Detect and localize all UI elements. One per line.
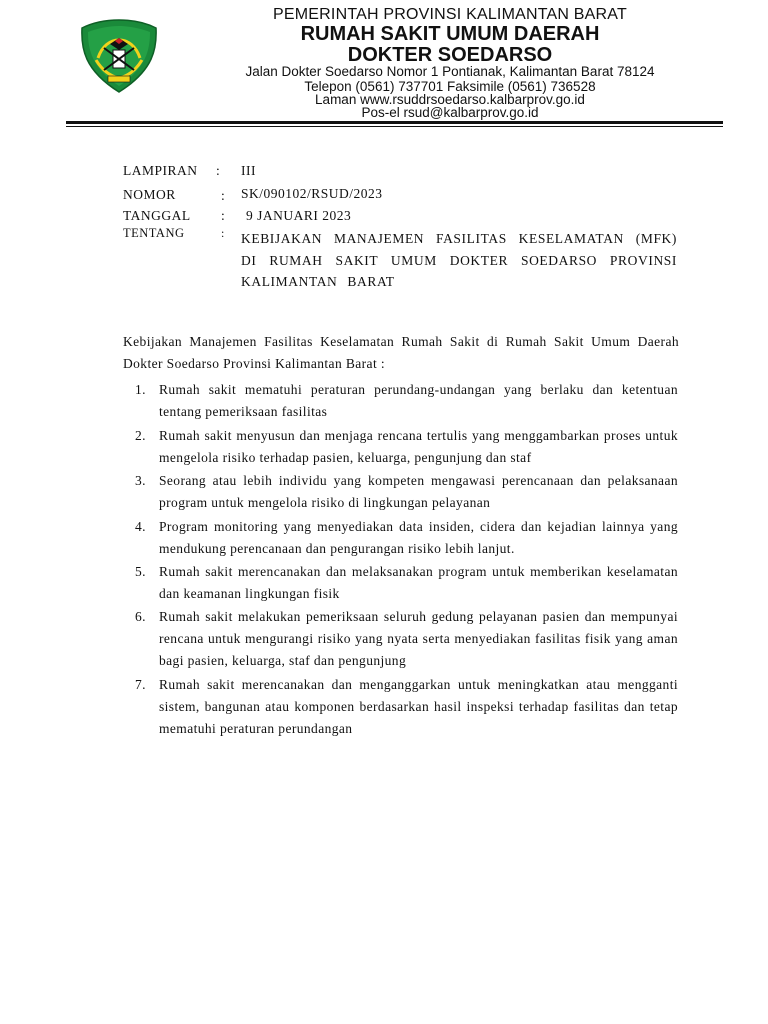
list-item-text: Rumah sakit merencanakan dan melaksanakan program untuk memberikan keselamatan dan keamanan lingkungan fisik — [159, 563, 678, 601]
letterhead-divider-thick — [66, 121, 723, 124]
list-item — [123, 425, 678, 469]
list-item-number: 2. — [135, 427, 146, 443]
lampiran-colon: : — [216, 163, 221, 178]
tanggal-value: 9 JANUARI 2023 — [246, 208, 352, 223]
tanggal-label: TANGGAL — [123, 208, 191, 223]
tentang-value: KEBIJAKAN MANAJEMEN FASILITAS KESELAMATAN (MFK) DI RUMAH SAKIT UMUM DOKTER SOEDARSO PROVINSI KALIMANTAN BARAT — [241, 231, 677, 289]
letterhead-divider-thin — [66, 126, 723, 127]
intro-paragraph: Kebijakan Manajemen Fasilitas Keselamatan Rumah Sakit di Rumah Sakit Umum Daerah Dokter Soedarso Provinsi Kalimantan Barat : — [123, 334, 679, 371]
list-item-number: 4. — [135, 518, 146, 534]
list-item-number: 6. — [135, 609, 146, 624]
list-item — [123, 379, 678, 423]
list-item-number: 7. — [135, 676, 146, 692]
letterhead-government: PEMERINTAH PROVINSI KALIMANTAN BARAT — [273, 6, 627, 23]
list-item — [123, 606, 678, 672]
provincial-emblem-logo — [78, 18, 160, 94]
letterhead-address: Jalan Dokter Soedarso Nomor 1 Pontianak, Kalimantan Barat 78124 — [245, 64, 655, 79]
list-item — [123, 674, 678, 740]
lampiran-value: III — [241, 163, 256, 178]
list-item-text: Rumah sakit menyusun dan menjaga rencana tertulis yang menggambarkan proses untuk mengelola risiko terhadap pasien, keluarga, pengunjung dan staf — [159, 427, 678, 465]
list-item-text: Seorang atau lebih individu yang kompeten mengawasi perencanaan dan pelaksanaan program untuk mengelola risiko di lingkungan pelayanan — [159, 473, 678, 510]
lampiran-label: LAMPIRAN — [123, 163, 198, 178]
nomor-colon: : — [221, 188, 226, 203]
list-item — [123, 561, 678, 605]
tanggal-colon: : — [221, 208, 226, 223]
nomor-value: SK/090102/RSUD/2023 — [241, 186, 383, 201]
list-item-text: Rumah sakit mematuhi peraturan perundang-undangan yang berlaku dan ketentuan tentang pemeriksaan fasilitas — [159, 382, 678, 419]
list-item-number: 5. — [135, 563, 146, 579]
list-item-text: Program monitoring yang menyediakan data insiden, cidera dan kejadian lainnya yang mendukung perencanaan dan pengurangan risiko lebih lanjut. — [159, 518, 678, 556]
letterhead-phone: Telepon (0561) 737701 Faksimile (0561) 736528 — [304, 79, 596, 94]
tentang-label: TENTANG — [123, 226, 185, 240]
letterhead-hospital-name-2: DOKTER SOEDARSO — [347, 44, 553, 66]
nomor-label: NOMOR — [123, 187, 176, 202]
list-item-number: 3. — [135, 473, 146, 488]
list-item-text: Rumah sakit melakukan pemeriksaan seluruh gedung pelayanan pasien dan mempunyai rencana untuk mengurangi risiko yang nyata serta menyediakan fasilitas fisik yang aman bagi pasien, keluarga, staf dan pengunjung — [159, 609, 678, 668]
letterhead-hospital-name: RUMAH SAKIT UMUM DAERAH — [300, 23, 600, 45]
tentang-colon: : — [221, 226, 225, 240]
list-item — [123, 470, 678, 514]
letterhead-email: Pos-el rsud@kalbarprov.go.id — [361, 105, 539, 120]
list-item — [123, 516, 678, 560]
policy-list — [123, 379, 678, 741]
list-item-text: Rumah sakit merencanakan dan menganggarkan untuk meningkatkan atau mengganti sistem, bangunan atau komponen berdasarkan hasil inspeksi terhadap fasilitas dan tetap mematuhi peraturan perundangan — [159, 676, 678, 736]
list-item-number: 1. — [135, 382, 146, 397]
letterhead-website: Laman www.rsuddrsoedarso.kalbarprov.go.id — [315, 92, 585, 107]
